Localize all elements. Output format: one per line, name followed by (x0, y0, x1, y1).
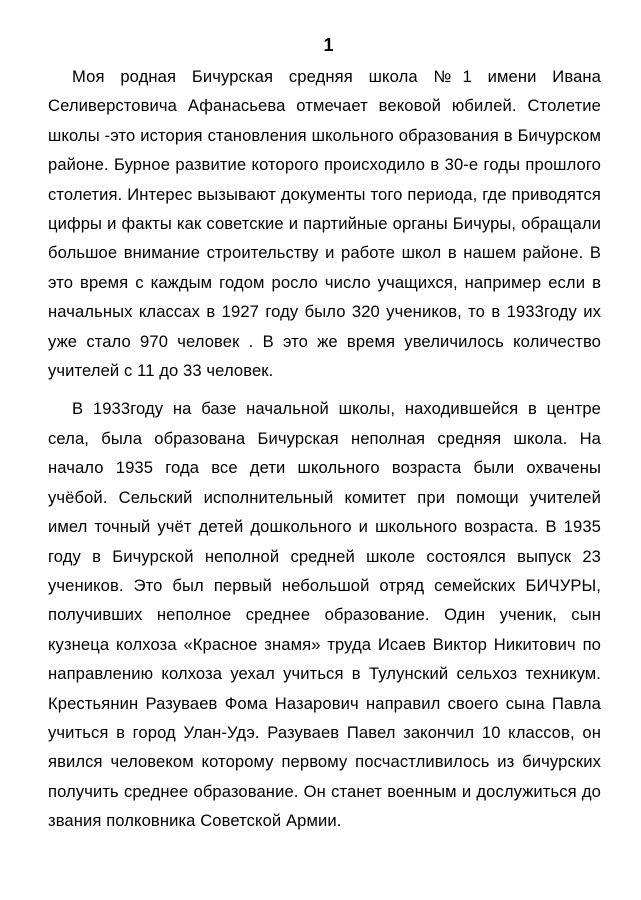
paragraph-school-centenary: Моя родная Бичурская средняя школа №1 имени Ивана Селиверстовича Афанасьева отмечает вековой юбилей. Столетие школы -это история становления школьного образования в Бичурском районе. Бурное развитие которого происходило в 30-е годы прошлого столетия. Интерес вызывают документы того периода, где приводятся цифры и факты как советские и партийные органы Бичуры, обращали большое внимание строительству и работе школ в нашем районе. В это время с каждым годом росло число учащихся, например если в начальных классах в 1927 году было 320 учеников, то в 1933году их уже стало 970 человек . В это же время увеличилось количество учителей с 11 до 33 человек. (48, 67, 601, 381)
paragraph-school-history-1933: В 1933году на базе начальной школы, находившейся в центре села, была образована Бичурская неполная средняя школа. На начало 1935 года все дети школьного возраста были охвачены учёбой. Сельский исполнительный комитет при помощи учителей имел точный учёт детей дошкольного и школьного возраста. В 1935 году в Бичурской неполной средней школе состоялся выпуск 23 учеников. Это был первый небольшой отряд семейских БИЧУРЫ, получивших неполное среднее образование. Один ученик, сын кузнеца колхоза «Красное знамя» труда Исаев Виктор Никитович по направлению колхоза уехал учиться в Тулунский сельхоз техникум. Крестьянин Разуваев Фома Назарович направил своего сына Павла учиться в город Улан-Удэ. Разуваев Павел закончил 10 классов, он явился человеком которому первому посчастливилось из бичурских получить среднее образование. Он станет военным и дослужиться до звания полковника Советской Армии. (48, 399, 601, 831)
page-number: 1 (323, 35, 334, 55)
